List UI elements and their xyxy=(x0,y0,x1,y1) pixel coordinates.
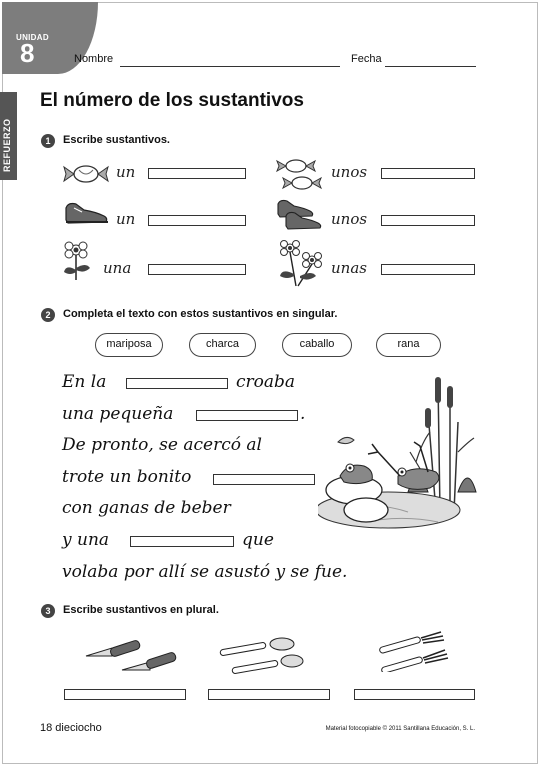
story-line-2a: una pequeña xyxy=(62,404,174,424)
word-chip-caballo: caballo xyxy=(282,333,352,357)
story-line-3: De pronto, se acercó al xyxy=(62,435,262,455)
story-line-1a: En la xyxy=(62,372,107,392)
story-line-6b: que xyxy=(242,530,274,550)
story-field-1[interactable] xyxy=(126,378,228,389)
article-unas-3: unas xyxy=(331,259,367,277)
word-chip-mariposa: mariposa xyxy=(95,333,163,357)
unit-label: UNIDAD xyxy=(16,33,49,42)
side-tab xyxy=(0,92,17,180)
question-2-instruction: Completa el texto con estos sustantivos en singular. xyxy=(63,308,338,320)
story-line-4a: trote un bonito xyxy=(62,467,192,487)
question-3-instruction: Escribe sustantivos en plural. xyxy=(63,604,219,616)
knives-icon xyxy=(82,630,178,674)
plural-field-3[interactable] xyxy=(354,689,475,700)
answer-field-3b[interactable] xyxy=(381,264,475,275)
flower-icon xyxy=(56,238,100,284)
date-field[interactable] xyxy=(385,66,476,67)
article-unos-1: unos xyxy=(331,163,368,181)
name-field[interactable] xyxy=(120,66,340,67)
article-unos-2: unos xyxy=(331,210,368,228)
article-un-2: un xyxy=(116,210,136,228)
unit-number: 8 xyxy=(20,38,35,68)
story-line-6a: y una xyxy=(62,530,110,550)
story-line-5: con ganas de beber xyxy=(62,498,231,518)
story-field-4[interactable] xyxy=(130,536,234,547)
page-number: 18 dieciocho xyxy=(40,722,102,734)
answer-field-2b[interactable] xyxy=(381,215,475,226)
copyright: Material fotocopiable © 2011 Santillana Educación, S. L. xyxy=(325,726,475,732)
spoons-icon xyxy=(218,636,304,676)
shoes-icon xyxy=(274,196,326,232)
flowers-icon xyxy=(272,236,328,288)
story-line-7: volaba por allí se asustó y se fue. xyxy=(62,562,348,582)
pond-frog-illustration xyxy=(318,372,478,532)
shoe-icon xyxy=(62,198,112,228)
candies-icon xyxy=(274,156,326,192)
story-field-2[interactable] xyxy=(196,410,298,421)
word-chip-rana: rana xyxy=(376,333,441,357)
question-1-number: 1 xyxy=(41,134,55,148)
page-title: El número de los sustantivos xyxy=(40,90,304,111)
story-line-2b: . xyxy=(300,404,306,424)
candy-icon xyxy=(62,161,110,187)
story-field-3[interactable] xyxy=(213,474,315,485)
answer-field-3a[interactable] xyxy=(148,264,246,275)
question-1-instruction: Escribe sustantivos. xyxy=(63,134,170,146)
answer-field-1a[interactable] xyxy=(148,168,246,179)
story-line-1b: croaba xyxy=(236,372,296,392)
plural-field-1[interactable] xyxy=(64,689,186,700)
article-un-1: un xyxy=(116,163,136,181)
question-2-number: 2 xyxy=(41,308,55,322)
answer-field-1b[interactable] xyxy=(381,168,475,179)
name-label: Nombre xyxy=(74,53,114,65)
word-chip-charca: charca xyxy=(189,333,256,357)
date-label: Fecha xyxy=(351,53,382,65)
question-3-number: 3 xyxy=(41,604,55,618)
forks-icon xyxy=(375,628,457,672)
article-una-3: una xyxy=(103,259,132,277)
side-tab-label: REFUERZO xyxy=(2,118,12,172)
answer-field-2a[interactable] xyxy=(148,215,246,226)
plural-field-2[interactable] xyxy=(208,689,330,700)
